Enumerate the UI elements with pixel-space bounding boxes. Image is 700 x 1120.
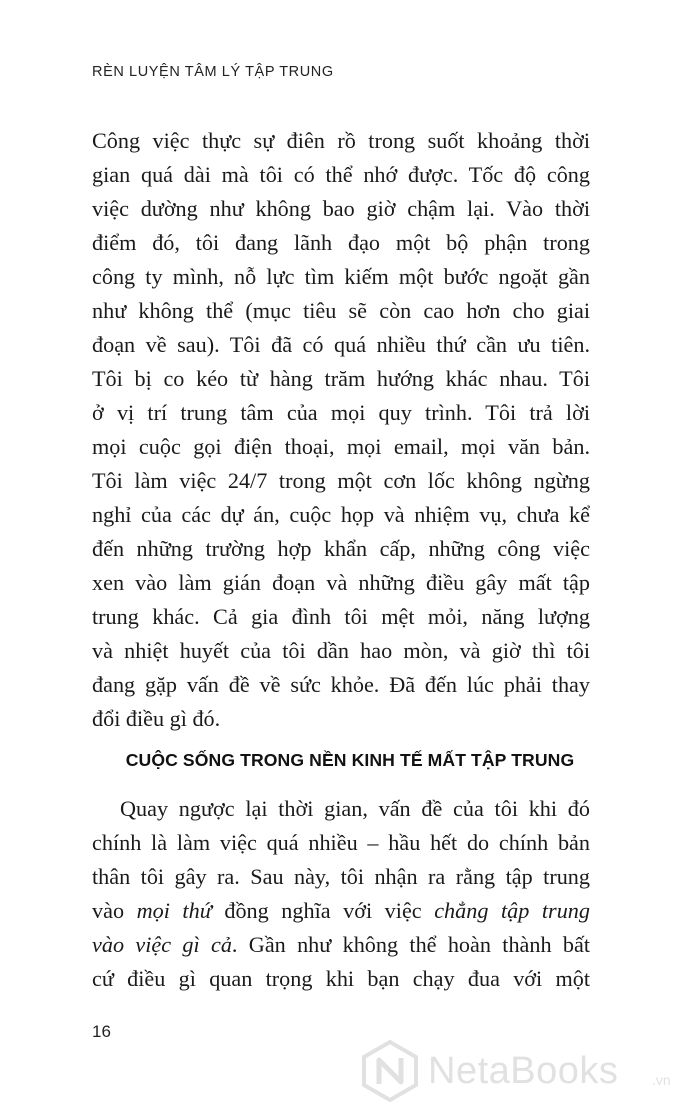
italic-emphasis: vào việc gì cả — [92, 932, 232, 957]
text-line: việc dường như không bao giờ chậm lại. Vào thời — [92, 196, 590, 221]
text-line — [92, 894, 590, 928]
text-line: mọi cuộc gọi điện thoại, mọi email, mọi văn bản. — [92, 434, 590, 459]
text-line: điểm đó, tôi đang lãnh đạo một bộ phận trong — [92, 230, 590, 255]
text-line: trung khác. Cả gia đình tôi mệt mỏi, năng lượng — [92, 604, 590, 629]
text-line: đến những trường hợp khẩn cấp, những công việc — [92, 536, 590, 561]
text-line: Tôi bị co kéo từ hàng trăm hướng khác nhau. Tôi — [92, 366, 590, 391]
body-paragraph-2 — [92, 792, 590, 996]
text-line: đang gặp vấn đề về sức khỏe. Đã đến lúc phải thay — [92, 672, 590, 697]
text-line: chính là làm việc quá nhiều – hầu hết do chính bản — [92, 830, 590, 855]
text-line: Công việc thực sự điên rồ trong suốt khoảng thời — [92, 128, 590, 153]
text-line: công ty mình, nỗ lực tìm kiếm một bước ngoặt gần — [92, 264, 590, 289]
text-line: Quay ngược lại thời gian, vấn đề của tôi khi đó — [120, 796, 590, 821]
body-paragraph-1 — [92, 124, 590, 736]
italic-emphasis: chẳng tập trung — [434, 898, 590, 923]
page-number: 16 — [92, 1022, 111, 1041]
text-run: đồng nghĩa với việc — [211, 898, 435, 923]
text-line: ở vị trí trung tâm của mọi quy trình. Tôi trả lời — [92, 400, 590, 425]
running-title: RÈN LUYỆN TÂM LÝ TẬP TRUNG — [92, 64, 334, 80]
italic-emphasis: mọi thứ — [136, 898, 212, 923]
text-run: . Gần như không thể hoàn thành bất — [231, 932, 591, 957]
section-heading: CUỘC SỐNG TRONG NỀN KINH TẾ MẤT TẬP TRUNG — [125, 750, 575, 770]
text-line: xen vào làm gián đoạn và những điều gây mất tập — [92, 570, 590, 595]
netabooks-watermark — [352, 1036, 692, 1108]
text-line — [92, 928, 590, 962]
text-line: đổi điều gì đó. — [92, 706, 221, 731]
text-line: đoạn về sau). Tôi đã có quá nhiều thứ cần ưu tiên. — [92, 332, 590, 357]
text-line: gian quá dài mà tôi có thể nhớ được. Tốc độ công — [92, 162, 590, 187]
text-line: thân tôi gây ra. Sau này, tôi nhận ra rằng tập trung — [92, 864, 590, 889]
netabooks-logo-icon — [362, 1040, 418, 1102]
text-line: cứ điều gì quan trọng khi bạn chạy đua với một — [92, 966, 590, 991]
watermark-brand: NetaBooks — [428, 1050, 619, 1092]
text-run: vào — [92, 898, 137, 923]
text-line: nghỉ của các dự án, cuộc họp và nhiệm vụ, chưa kể — [92, 502, 590, 527]
text-line: và nhiệt huyết của tôi dần hao mòn, và giờ thì tôi — [92, 638, 590, 663]
watermark-suffix: .vn — [652, 1072, 671, 1088]
text-line: Tôi làm việc 24/7 trong một cơn lốc không ngừng — [92, 468, 590, 493]
text-line: như không thể (mục tiêu sẽ còn cao hơn cho giai — [92, 298, 590, 323]
